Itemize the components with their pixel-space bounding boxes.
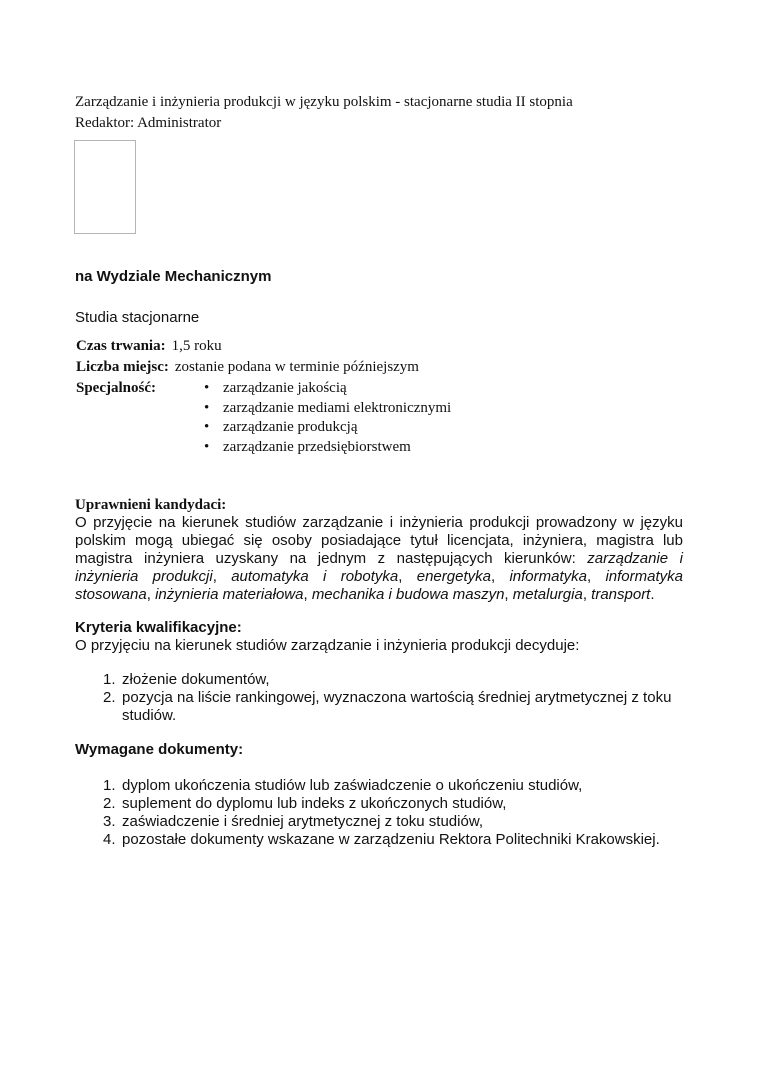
criteria-section	[75, 619, 683, 655]
eligible-intro: O przyjęcie na kierunek studiów zarządzanie i inżynieria produkcji prowadzony w języku polskim mogą ubiegać się osoby posiadające tytuł licencjata, inżyniera, magistra lub magistra inżyniera uzyskany na jednym z następujących kierunków:	[75, 514, 683, 567]
field-name: automatyka i robotyka	[231, 568, 399, 585]
field-name: energetyka	[416, 568, 491, 585]
item-number: 2.	[103, 689, 116, 706]
list-item	[103, 671, 688, 689]
studies-type-heading: Studia stacjonarne	[75, 309, 200, 326]
list-item: • zarządzanie produkcją	[204, 418, 451, 438]
item-text: zaświadczenie i średniej arytmetycznej z toku studiów,	[122, 813, 483, 830]
eligible-title: Uprawnieni kandydaci:	[75, 497, 227, 513]
document-header	[75, 92, 573, 134]
field-name: inżynieria materiałowa	[155, 586, 304, 603]
list-item	[103, 777, 688, 795]
faculty-heading: na Wydziale Mechanicznym	[75, 268, 272, 285]
criteria-title: Kryteria kwalifikacyjne:	[75, 619, 242, 636]
item-number: 2.	[103, 795, 116, 812]
duration-value: 1,5 roku	[171, 338, 222, 354]
specialty-list	[204, 379, 451, 457]
documents-list	[103, 777, 688, 849]
image-placeholder	[74, 140, 136, 234]
criteria-list	[103, 671, 688, 725]
list-item: • zarządzanie przedsiębiorstwem	[204, 438, 451, 458]
item-text: dyplom ukończenia studiów lub zaświadczenie o ukończeniu studiów,	[122, 777, 583, 794]
field-name: informatyka stosowana	[75, 568, 683, 603]
program-title: Zarządzanie i inżynieria produkcji w języku polskim - stacjonarne studia II stopnia	[75, 94, 573, 110]
item-text: suplement do dyplomu lub indeks z ukończonych studiów,	[122, 795, 507, 812]
documents-section	[75, 741, 683, 759]
specialty-label: Specjalność:	[76, 380, 156, 396]
duration-row	[76, 336, 419, 357]
list-item	[103, 689, 688, 725]
list-item	[103, 831, 688, 849]
field-name: informatyka	[509, 568, 587, 585]
eligible-text: O przyjęcie na kierunek studiów zarządzanie i inżynieria produkcji prowadzony w języku polskim mogą ubiegać się osoby posiadające tytuł licencjata, inżyniera, magistra lub magistra inżyniera uzyskany na jednym z następujących kierunków: zarządzanie i inżynieria produkcji, automatyka i robotyka, energetyka, informatyka, informatyka stosowana, inżynieria materiałowa, mechanika i budowa maszyn, metalurgia, transport.	[75, 514, 683, 603]
documents-title: Wymagane dokumenty:	[75, 741, 244, 758]
places-value: zostanie podana w terminie późniejszym	[174, 359, 419, 375]
field-name: metalurgia	[512, 586, 583, 603]
field-name: zarządzanie i inżynieria produkcji	[75, 550, 683, 585]
list-item: • zarządzanie mediami elektronicznymi	[204, 399, 451, 419]
item-text: pozycja na liście rankingowej, wyznaczona wartością średniej arytmetycznej z toku studiów.	[122, 689, 672, 724]
places-row	[76, 357, 419, 378]
list-item	[103, 795, 688, 813]
duration-label: Czas trwania:	[76, 338, 166, 354]
item-text: złożenie dokumentów,	[122, 671, 270, 688]
criteria-intro: O przyjęciu na kierunek studiów zarządzanie i inżynieria produkcji decyduje:	[75, 637, 580, 654]
editor-line: Redaktor: Administrator	[75, 115, 222, 131]
field-name: mechanika i budowa maszyn	[311, 586, 505, 603]
eligible-section	[75, 496, 683, 604]
item-text: pozostałe dokumenty wskazane w zarządzeniu Rektora Politechniki Krakowskiej.	[122, 831, 660, 848]
item-number: 4.	[103, 831, 116, 848]
item-number: 3.	[103, 813, 116, 830]
list-item	[103, 813, 688, 831]
field-name: transport	[591, 586, 651, 603]
item-number: 1.	[103, 671, 116, 688]
places-label: Liczba miejsc:	[76, 359, 169, 375]
list-item: • zarządzanie jakością	[204, 379, 451, 399]
item-number: 1.	[103, 777, 116, 794]
